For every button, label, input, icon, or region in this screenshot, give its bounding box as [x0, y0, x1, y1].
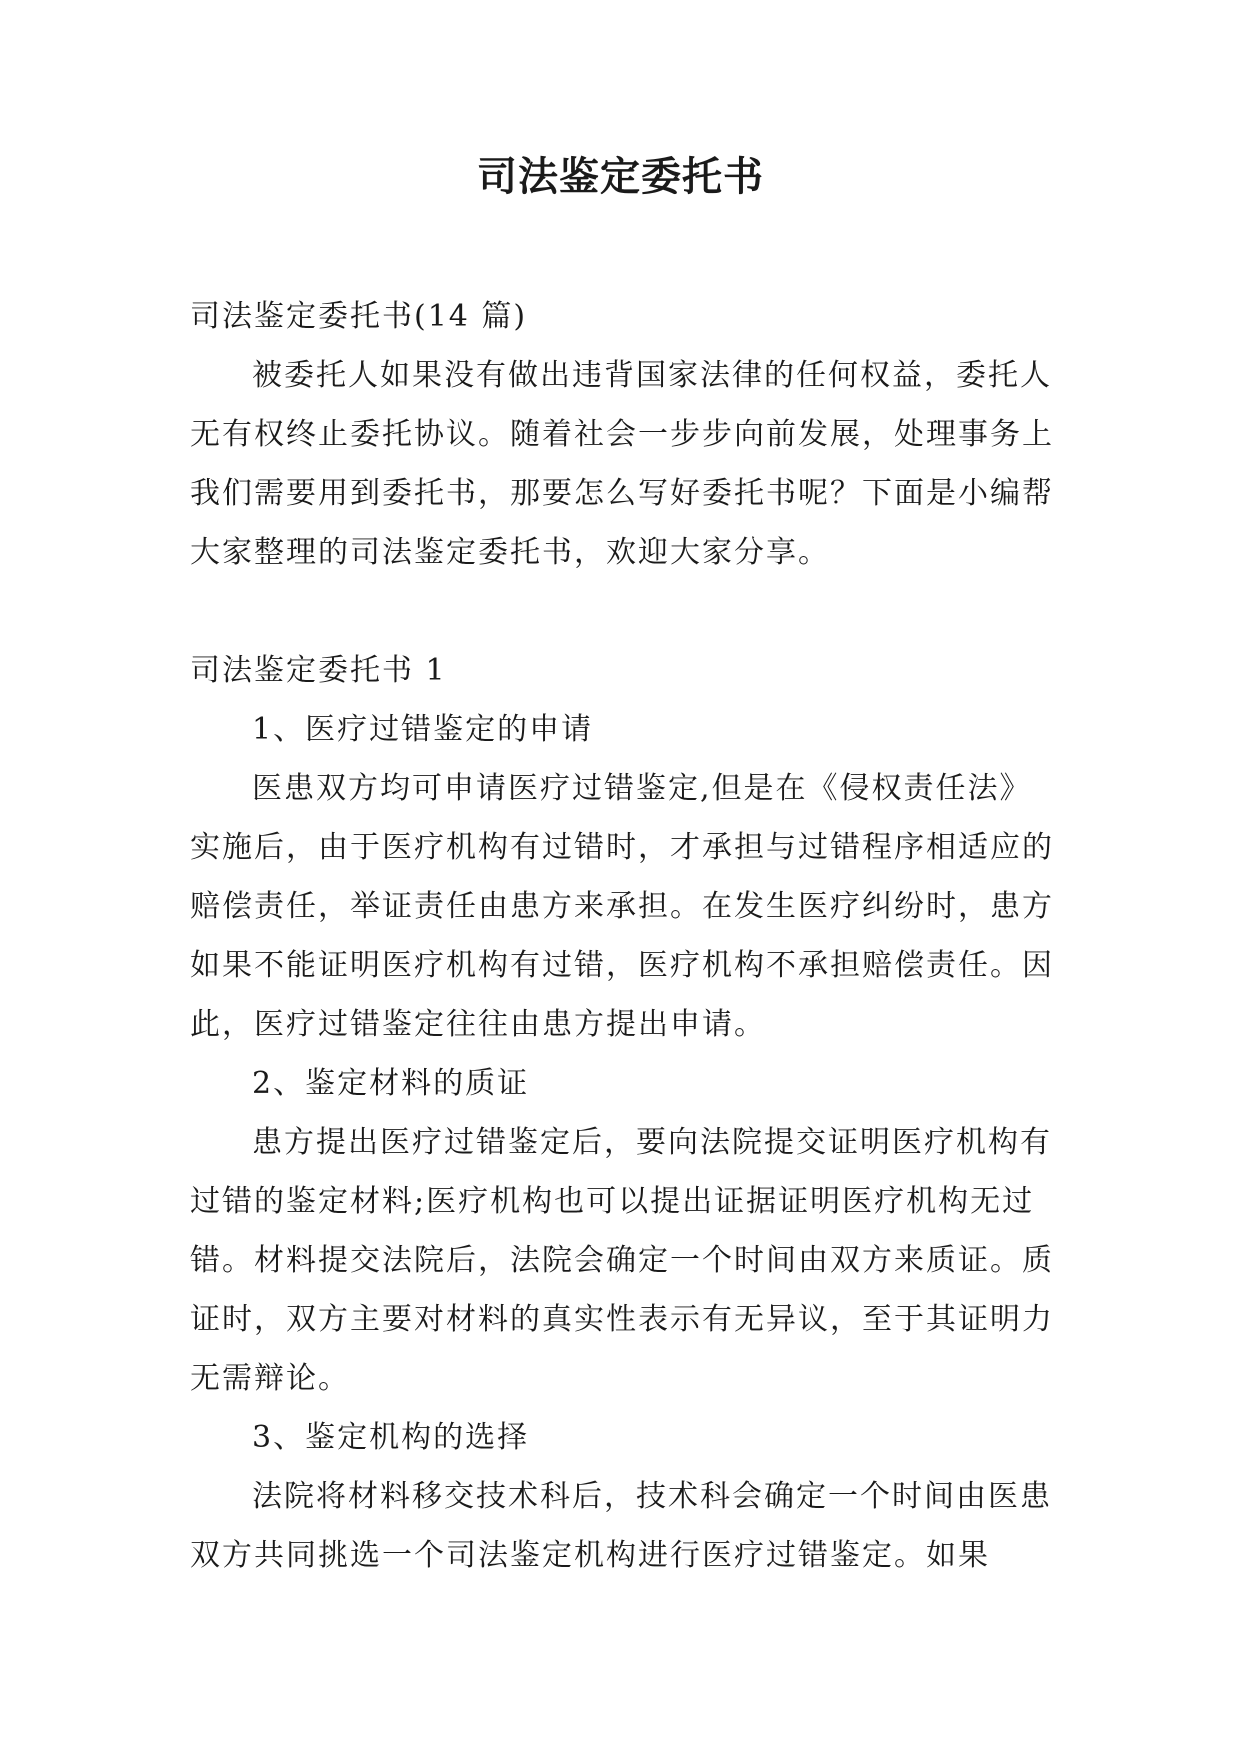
- intro-paragraph: 被委托人如果没有做出违背国家法律的任何权益，委托人无有权终止委托协议。随着社会一步步向前发展，处理事务上我们需要用到委托书，那要怎么写好委托书呢？下面是小编帮大家整理的司法鉴定委托书，欢迎大家分享。: [190, 358, 1054, 570]
- item1-heading: 1、医疗过错鉴定的申请: [252, 712, 594, 747]
- document-subtitle: 司法鉴定委托书(14 篇): [190, 299, 528, 334]
- item3-paragraph: 法院将材料移交技术科后，技术科会确定一个时间由医患双方共同挑选一个司法鉴定机构进行医疗过错鉴定。如果: [190, 1479, 1052, 1573]
- item2-heading: 2、鉴定材料的质证: [252, 1066, 530, 1101]
- section-heading: 司法鉴定委托书 1: [190, 653, 447, 688]
- item1-paragraph: 医患双方均可申请医疗过错鉴定,但是在《侵权责任法》实施后，由于医疗机构有过错时，才承担与过错程序相适应的赔偿责任，举证责任由患方来承担。在发生医疗纠纷时，患方如果不能证明医疗机构有过错，医疗机构不承担赔偿责任。因此，医疗过错鉴定往往由患方提出申请。: [190, 771, 1054, 1042]
- item2-paragraph: 患方提出医疗过错鉴定后，要向法院提交证明医疗机构有过错的鉴定材料;医疗机构也可以提出证据证明医疗机构无过错。材料提交法院后，法院会确定一个时间由双方来质证。质证时，双方主要对材料的真实性表示有无异议，至于其证明力无需辩论。: [190, 1125, 1054, 1396]
- document-title: 司法鉴定委托书: [477, 154, 764, 200]
- item3-heading: 3、鉴定机构的选择: [252, 1420, 530, 1455]
- document-body: [190, 287, 1060, 1585]
